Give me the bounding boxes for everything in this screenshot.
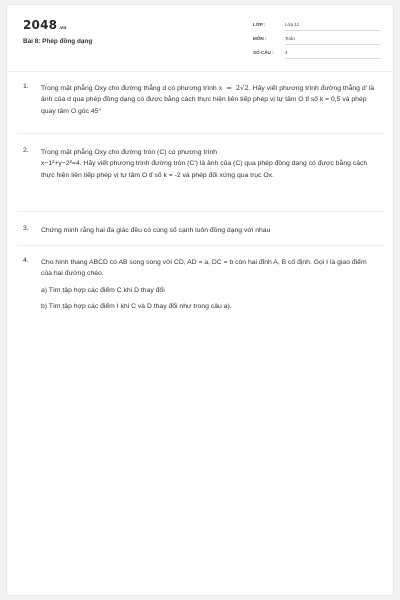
math-expression: 2² xyxy=(65,160,72,168)
worksheet-header xyxy=(7,5,393,77)
site-logo[interactable] xyxy=(23,18,67,32)
question-text-part: Hãy viết phương trình đường tròn (C') là ảnh của (C) qua phép đồng dạng có được bằng cách thực hiện liên tiếp phép vị tự tâm O tỉ số k = -2 và phép đối xứng qua trục Ox. xyxy=(41,160,368,179)
question-text-part: Cho hình thang ABCD có AB song song với CD, AD = a, DC = b còn hai đỉnh A, B cố định. Gọi I là giao điểm của hai đường chéo. xyxy=(41,259,367,278)
question-text: Chứng minh rằng hai đa giác đều có cùng số cạnh luôn đồng dạng với nhau xyxy=(41,227,271,234)
question-divider xyxy=(17,245,385,246)
math-operator: = xyxy=(226,84,232,92)
subject-field xyxy=(253,35,383,49)
logo-text: 2048 xyxy=(23,18,58,32)
question-count-value: 4 xyxy=(285,49,381,59)
math-expression: x xyxy=(41,160,45,168)
question-text-part: Trong mặt phẳng Oxy cho đường tròn (C) có phương trình xyxy=(41,149,218,156)
math-expression: x xyxy=(218,84,223,92)
worksheet-page xyxy=(6,4,394,596)
class-value: Lớp 11 xyxy=(285,21,381,31)
question-text-part: Hãy viết phương trình đường thẳng d' là ảnh của d qua phép đồng dạng có được bằng cách thực hiện liên tiếp phép vị tự tâm O tỉ số k = 0,5 và phép quay tâm O góc 45° xyxy=(41,85,375,115)
class-label: LỚP : xyxy=(253,22,266,27)
question-text xyxy=(41,147,376,181)
sub-question-b: b) Tìm tập hợp các điểm I khi C và D thay đổi như trong câu a). xyxy=(41,302,232,310)
question-divider xyxy=(17,211,385,212)
math-expression: 1² xyxy=(48,160,55,168)
question-number: 2. xyxy=(23,147,29,154)
math-operator: − xyxy=(44,160,49,168)
subject-value: Toán xyxy=(285,35,381,45)
question-divider xyxy=(17,133,385,134)
question-number: 3. xyxy=(23,225,29,232)
logo-suffix: .vn xyxy=(58,26,67,31)
math-operator: + xyxy=(54,160,59,168)
math-operator: − xyxy=(61,160,66,168)
sub-question-a: a) Tìm tập hợp các điểm C khi D thay đổi xyxy=(41,286,165,294)
question-count-label: SỐ CÂU : xyxy=(253,50,274,55)
meta-fields xyxy=(253,21,383,63)
math-expression: 4. xyxy=(75,160,82,168)
question-text xyxy=(41,257,376,312)
class-field xyxy=(253,21,383,35)
question-text-part: Trong mặt phẳng Oxy cho đường thẳng d có phương trình xyxy=(41,85,217,92)
lesson-title: Bài 8: Phép đồng dạng xyxy=(23,38,93,45)
question-number: 4. xyxy=(23,257,29,264)
question-number: 1. xyxy=(23,83,29,90)
math-operator: = xyxy=(71,160,76,168)
math-expression: 2√2. xyxy=(235,84,251,92)
question-text xyxy=(41,83,376,117)
question-count-field xyxy=(253,49,383,63)
math-expression: y xyxy=(58,160,62,168)
header-divider xyxy=(7,71,393,72)
subject-label: MÔN : xyxy=(253,36,267,41)
